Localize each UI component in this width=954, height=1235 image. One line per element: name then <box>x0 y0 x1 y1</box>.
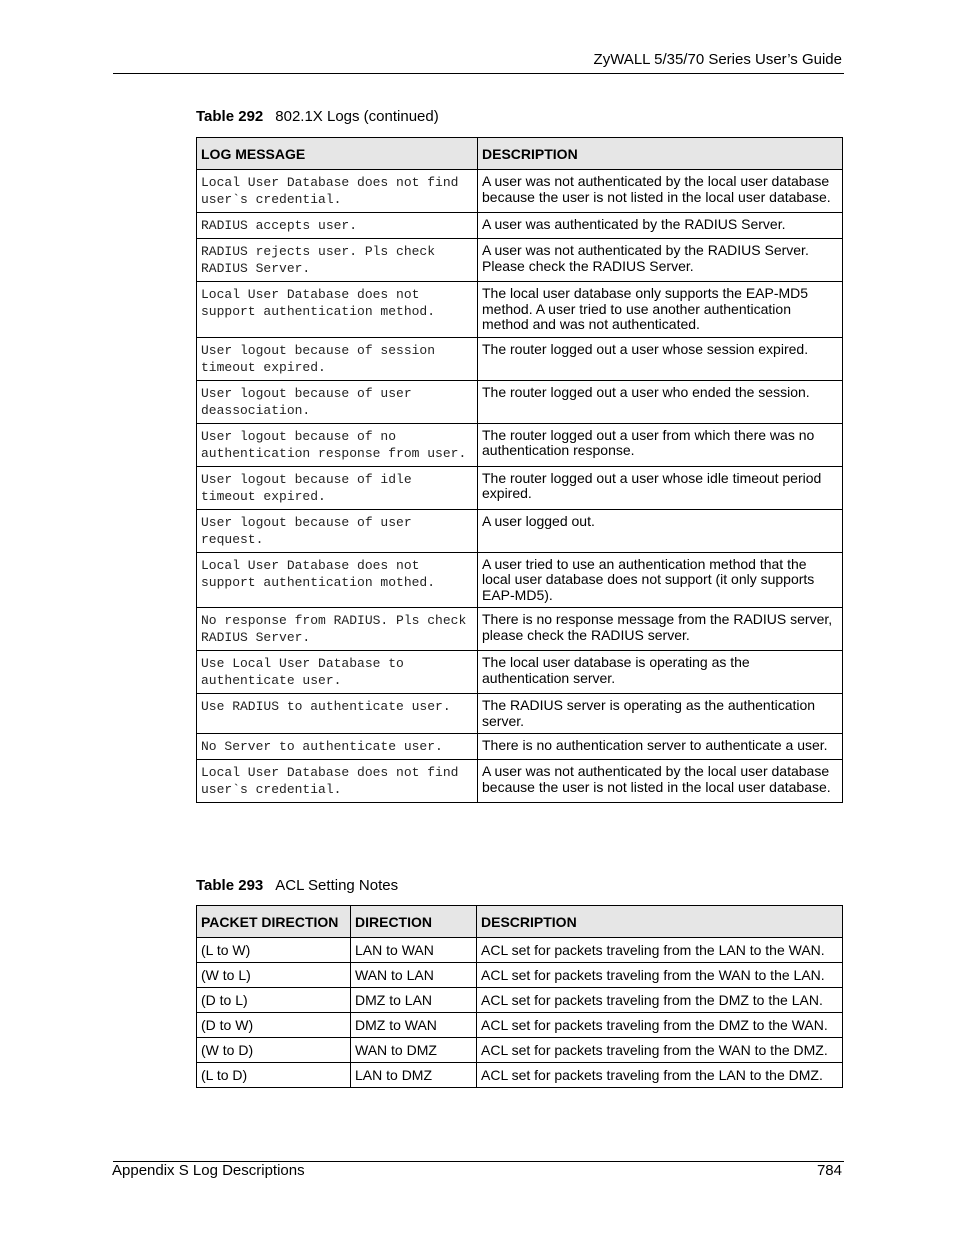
table-row <box>197 170 843 213</box>
footer-section-title: Appendix S Log Descriptions <box>112 1162 305 1179</box>
log-message-cell: No Server to authenticate user. <box>197 734 478 760</box>
table-row <box>197 938 843 963</box>
direction-cell: WAN to DMZ <box>351 1038 477 1063</box>
table-row <box>197 694 843 734</box>
direction-cell: LAN to WAN <box>351 938 477 963</box>
description-cell: The router logged out a user from which there was no authentication response. <box>478 423 843 466</box>
description-cell: The router logged out a user whose idle timeout period expired. <box>478 466 843 509</box>
description-cell: A user tried to use an authentication method that the local user database does not support (it only supports EAP-MD5). <box>478 552 843 608</box>
column-header-direction: DIRECTION <box>351 906 477 938</box>
column-header-description: DESCRIPTION <box>478 138 843 170</box>
packet-direction-cell: (W to D) <box>197 1038 351 1063</box>
table-row <box>197 734 843 760</box>
packet-direction-cell: (D to L) <box>197 988 351 1013</box>
log-message-cell: Local User Database does not support authentication method. <box>197 282 478 338</box>
log-message-cell: RADIUS rejects user. Pls check RADIUS Server. <box>197 239 478 282</box>
page-header-title: ZyWALL 5/35/70 Series User’s Guide <box>593 51 842 68</box>
packet-direction-cell: (L to W) <box>197 938 351 963</box>
table-row <box>197 509 843 552</box>
packet-direction-cell: (D to W) <box>197 1013 351 1038</box>
log-message-cell: User logout because of session timeout expired. <box>197 337 478 380</box>
table-row <box>197 239 843 282</box>
column-header-packet-direction: PACKET DIRECTION <box>197 906 351 938</box>
description-cell: ACL set for packets traveling from the LAN to the WAN. <box>477 938 843 963</box>
table-row <box>197 337 843 380</box>
direction-cell: WAN to LAN <box>351 963 477 988</box>
description-cell: There is no response message from the RADIUS server, please check the RADIUS server. <box>478 608 843 651</box>
table-row <box>197 651 843 694</box>
table-293-title: ACL Setting Notes <box>275 877 399 894</box>
table-row <box>197 423 843 466</box>
description-cell: ACL set for packets traveling from the DMZ to the LAN. <box>477 988 843 1013</box>
description-cell: A user logged out. <box>478 509 843 552</box>
description-cell: A user was not authenticated by the RADIUS Server. Please check the RADIUS Server. <box>478 239 843 282</box>
log-message-cell: User logout because of user deassociation. <box>197 380 478 423</box>
table-row <box>197 282 843 338</box>
table-293-number: Table 293 <box>196 877 264 894</box>
description-cell: The RADIUS server is operating as the authentication server. <box>478 694 843 734</box>
description-cell: ACL set for packets traveling from the LAN to the DMZ. <box>477 1063 843 1088</box>
table-row <box>197 760 843 803</box>
log-message-cell: Use Local User Database to authenticate user. <box>197 651 478 694</box>
description-cell: ACL set for packets traveling from the WAN to the DMZ. <box>477 1038 843 1063</box>
table-acl-setting-notes <box>196 905 843 1088</box>
table-row <box>197 963 843 988</box>
description-cell: The local user database is operating as the authentication server. <box>478 651 843 694</box>
table-row <box>197 1013 843 1038</box>
table-row <box>197 1038 843 1063</box>
log-message-cell: Use RADIUS to authenticate user. <box>197 694 478 734</box>
description-cell: A user was authenticated by the RADIUS Server. <box>478 213 843 239</box>
direction-cell: LAN to DMZ <box>351 1063 477 1088</box>
log-message-cell: User logout because of user request. <box>197 509 478 552</box>
log-message-cell: No response from RADIUS. Pls check RADIUS Server. <box>197 608 478 651</box>
description-cell: A user was not authenticated by the local user database because the user is not listed in the local user database. <box>478 760 843 803</box>
table-row <box>197 552 843 608</box>
log-message-cell: Local User Database does not find user`s credential. <box>197 170 478 213</box>
table-row <box>197 466 843 509</box>
packet-direction-cell: (W to L) <box>197 963 351 988</box>
description-cell: The router logged out a user who ended the session. <box>478 380 843 423</box>
description-cell: The router logged out a user whose session expired. <box>478 337 843 380</box>
column-header-description: DESCRIPTION <box>477 906 843 938</box>
description-cell: ACL set for packets traveling from the WAN to the LAN. <box>477 963 843 988</box>
table-row <box>197 608 843 651</box>
table-row <box>197 988 843 1013</box>
description-cell: There is no authentication server to authenticate a user. <box>478 734 843 760</box>
table-802-1x-logs <box>196 137 843 803</box>
table-row <box>197 380 843 423</box>
column-header-log-message: LOG MESSAGE <box>197 138 478 170</box>
description-cell: The local user database only supports the EAP-MD5 method. A user tried to use another authentication method and was not authenticated. <box>478 282 843 338</box>
description-cell: ACL set for packets traveling from the DMZ to the WAN. <box>477 1013 843 1038</box>
page-number: 784 <box>816 1162 842 1179</box>
table-292-caption <box>196 108 439 126</box>
packet-direction-cell: (L to D) <box>197 1063 351 1088</box>
log-message-cell: User logout because of no authentication response from user. <box>197 423 478 466</box>
table-row <box>197 213 843 239</box>
log-message-cell: User logout because of idle timeout expired. <box>197 466 478 509</box>
table-header-row <box>197 906 843 938</box>
table-292-title: 802.1X Logs (continued) <box>275 108 439 125</box>
direction-cell: DMZ to LAN <box>351 988 477 1013</box>
table-header-row <box>197 138 843 170</box>
log-message-cell: Local User Database does not find user`s credential. <box>197 760 478 803</box>
table-row <box>197 1063 843 1088</box>
log-message-cell: Local User Database does not support authentication mothed. <box>197 552 478 608</box>
header-divider <box>113 73 844 74</box>
description-cell: A user was not authenticated by the local user database because the user is not listed in the local user database. <box>478 170 843 213</box>
log-message-cell: RADIUS accepts user. <box>197 213 478 239</box>
direction-cell: DMZ to WAN <box>351 1013 477 1038</box>
table-293-caption <box>196 877 398 895</box>
table-292-number: Table 292 <box>196 108 264 125</box>
